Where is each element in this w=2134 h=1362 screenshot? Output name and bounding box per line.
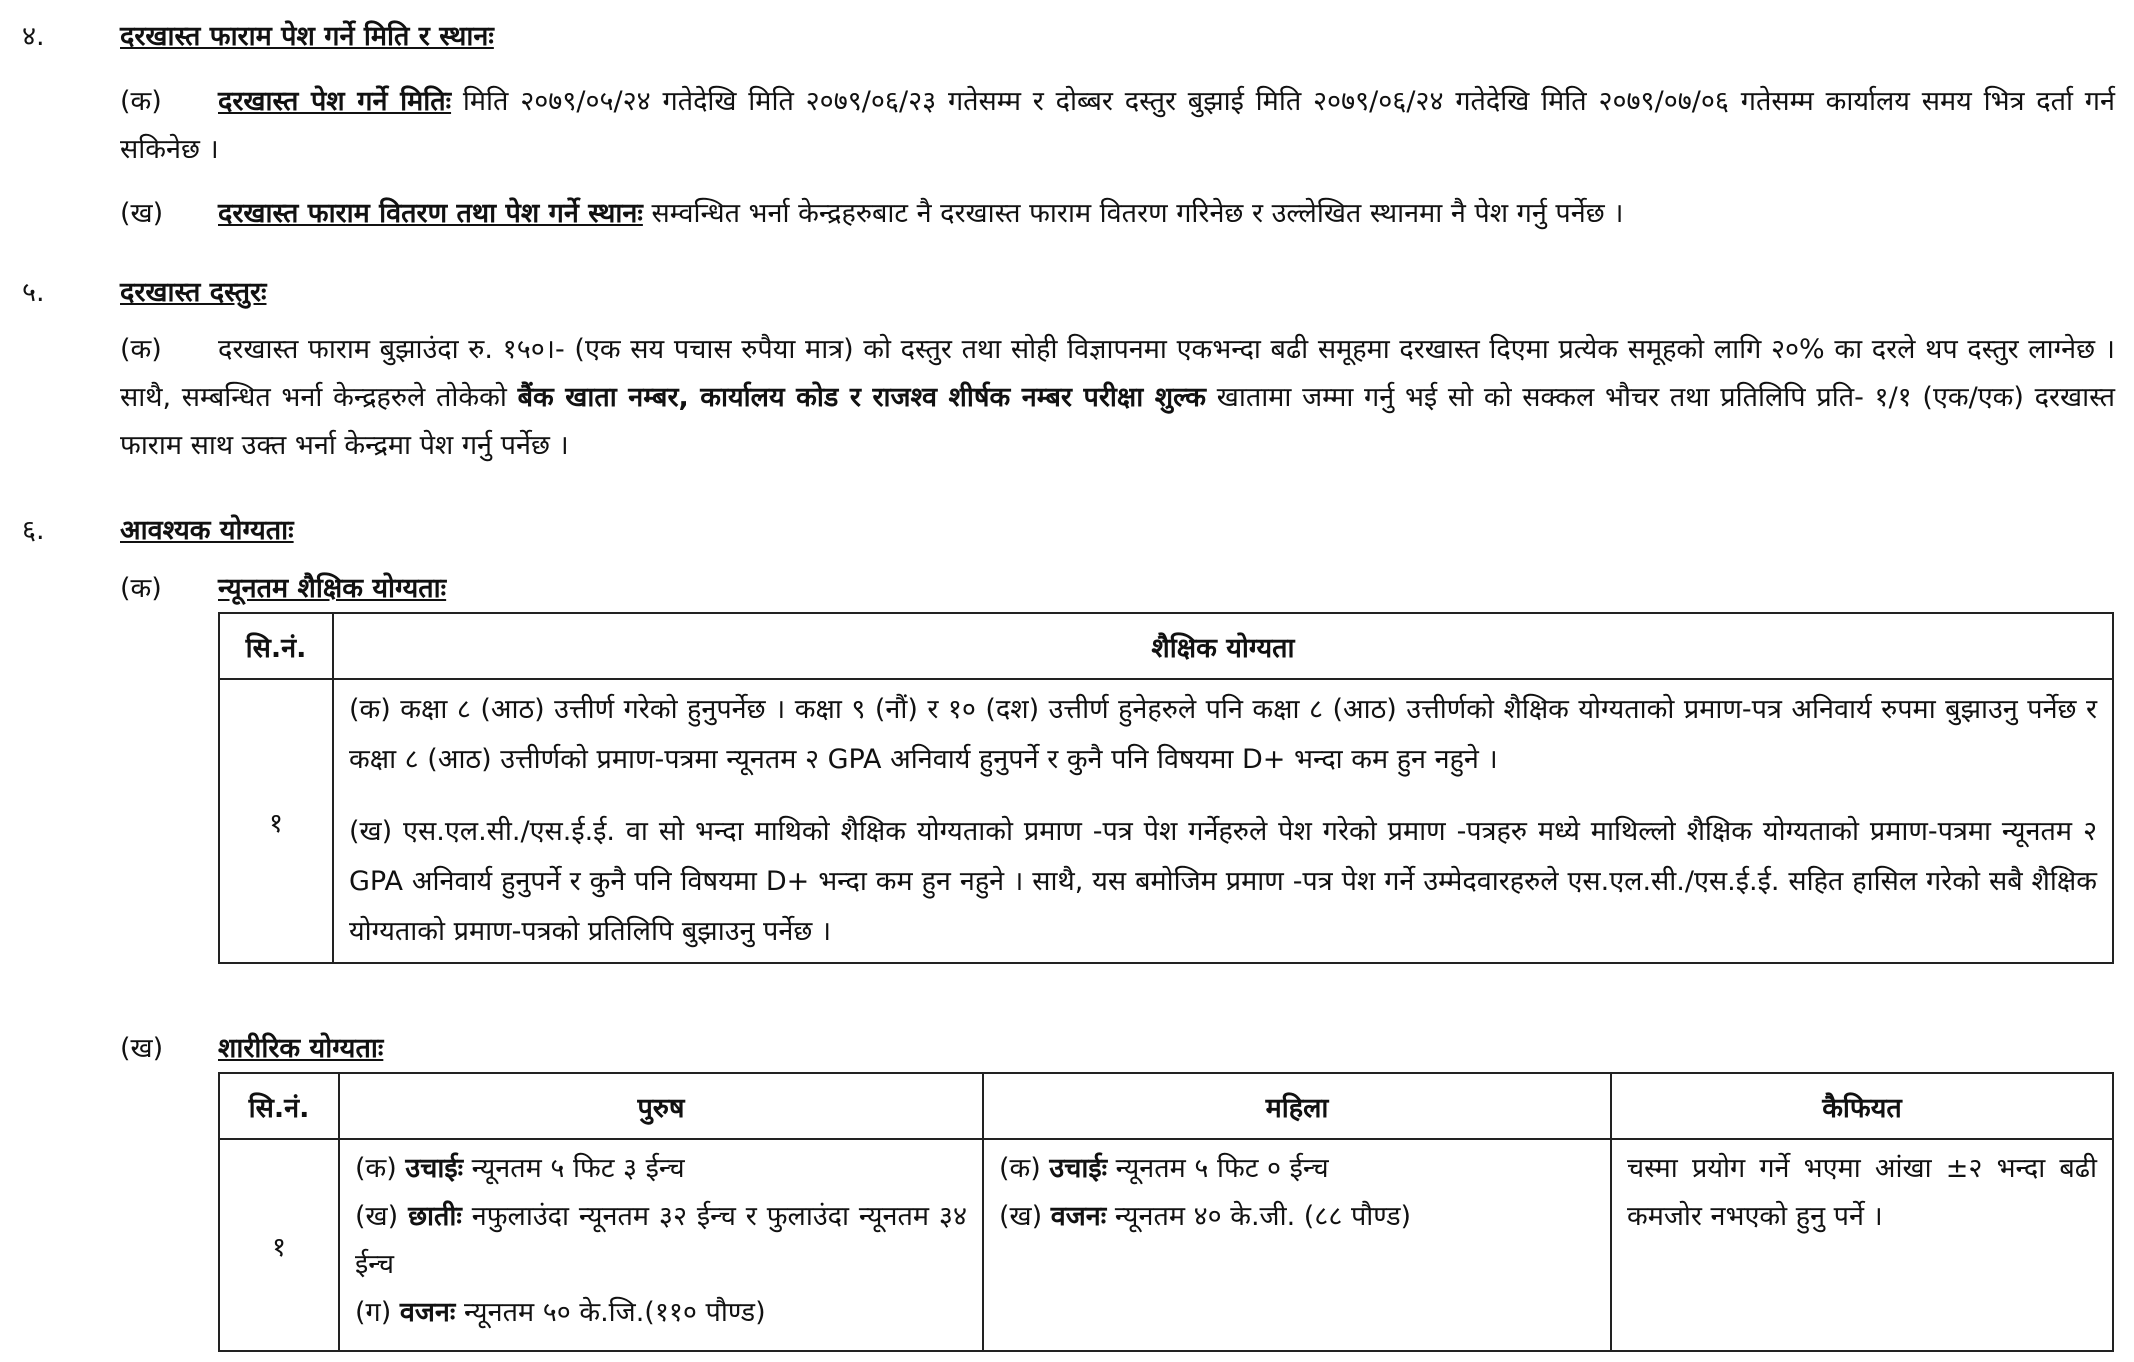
female-height-key: उचाईः — [1049, 1153, 1108, 1184]
section-5-ka-label: (क) — [120, 334, 162, 365]
male-weight-prefix: (ग) — [355, 1297, 392, 1328]
section-4-number: ४. — [22, 21, 45, 52]
section-4-title: दरखास्त फाराम पेश गर्ने मिति र स्थानः — [120, 21, 494, 52]
male-height-key: उचाईः — [405, 1153, 464, 1184]
education-table-row — [219, 679, 2113, 963]
physical-table — [218, 1072, 2114, 1352]
section-4-kha-label: (ख) — [120, 198, 164, 229]
male-height-value: न्यूनतम ५ फिट ३ ईन्च — [471, 1153, 685, 1184]
male-height — [341, 1141, 981, 1341]
female-weight-key: वजनः — [1050, 1201, 1107, 1232]
section-6-ka-label: (क) — [120, 573, 162, 604]
section-6-number: ६. — [22, 515, 45, 546]
section-4-kha-text: सम्वन्धित भर्ना केन्द्रहरुबाट नै दरखास्त फाराम वितरण गरिनेछ र उल्लेखित स्थानमा नै पेश गर्नु पर्नेछ । — [651, 198, 1624, 229]
physical-col-female: महिला — [983, 1073, 1611, 1139]
section-5-title: दरखास्त दस्तुरः — [120, 277, 267, 308]
section-4-ka-text: मिति २०७९/०५/२४ गतेदेखि मिति २०७९/०६/२३ गतेसम्म र दोब्बर दस्तुर बुझाई मिति २०७९/०६/२४ गतेदेखि मिति २०७९/०७/०६ गतेसम्म कार्यालय समय भित्र दर्ता गर्न सकिनेछ । — [120, 86, 2115, 165]
section-4-kha-heading: दरखास्त फाराम वितरण तथा पेश गर्ने स्थानः — [218, 198, 643, 229]
physical-female-cell — [983, 1139, 1611, 1351]
physical-col-serial: सि.नं. — [219, 1073, 339, 1139]
male-chest-prefix: (ख) — [355, 1201, 399, 1232]
female-weight-value: न्यूनतम ४० के.जी. (८८ पौण्ड) — [1114, 1201, 1412, 1232]
section-5-ka-text-2: खातामा जम्मा गर्नु भई सो को सक्कल भौचर तथा प्रतिलिपि प्रति- १/१ (एक/एक) दरखास्त फाराम साथ उक्त भर्ना केन्द्रमा पेश गर्नु पर्नेछ । — [120, 382, 2115, 461]
education-col-qualification: शैक्षिक योग्यता — [333, 613, 2113, 679]
physical-male-cell — [339, 1139, 983, 1351]
female-requirements — [985, 1141, 1609, 1245]
section-4-kha-paragraph — [120, 190, 2115, 238]
education-row-content — [333, 679, 2113, 963]
section-5-ka-bold-text: बैंक खाता नम्बर, कार्यालय कोड र राजश्व शीर्षक नम्बर परीक्षा शुल्क — [517, 382, 1207, 413]
section-4-ka-paragraph — [120, 78, 2115, 174]
section-6-ka-line — [120, 568, 446, 605]
section-6-ka-heading: न्यूनतम शैक्षिक योग्यताः — [218, 573, 447, 604]
section-5-ka-paragraph — [120, 326, 2115, 470]
education-col-serial: सि.नं. — [219, 613, 333, 679]
section-4-ka-label: (क) — [120, 86, 162, 117]
physical-row-number: १ — [219, 1139, 339, 1351]
physical-table-row — [219, 1139, 2113, 1351]
male-height-prefix: (क) — [355, 1153, 397, 1184]
section-6-kha-heading: शारीरिक योग्यताः — [218, 1033, 384, 1064]
physical-table-header-row — [219, 1073, 2113, 1139]
section-5-ka-text-1: दरखास्त फाराम बुझाउंदा रु. १५०।- (एक सय पचास रुपैया मात्र) को दस्तुर तथा सोही विज्ञापनमा एकभन्दा बढी समूहमा दरखास्त दिएमा प्रत्येक समूहको लागि २०% का दरले थप दस्तुर लाग्नेछ । साथै, सम्बन्धित भर्ना केन्द्रहरुले तोकेको — [120, 334, 2115, 413]
education-para-kha: (ख) एस.एल.सी./एस.ई.ई. वा सो भन्दा माथिको शैक्षिक योग्यताको प्रमाण -पत्र पेश गर्नेहरुले पेश गरेको प्रमाण -पत्रहरु मध्ये माथिल्लो शैक्षिक योग्यताको प्रमाण-पत्रमा न्यूनतम २ GPA अनिवार्य हुनुपर्ने र कुनै पनि विषयमा D+ भन्दा कम हुन नहुने । साथै, यस बमोजिम प्रमाण -पत्र पेश गर्ने उम्मेदवारहरुले एस.एल.सी./एस.ई.ई. सहित हासिल गरेको सबै शैक्षिक योग्यताको प्रमाण-पत्रको प्रतिलिपि बुझाउनु पर्नेछ । — [349, 816, 2097, 947]
section-5-number: ५. — [22, 277, 45, 308]
male-chest-key: छातीः — [408, 1201, 462, 1232]
physical-col-male: पुरुष — [339, 1073, 983, 1139]
female-height-prefix: (क) — [999, 1153, 1041, 1184]
female-weight-prefix: (ख) — [999, 1201, 1043, 1232]
female-height-value: न्यूनतम ५ फिट ० ईन्च — [1115, 1153, 1329, 1184]
education-row-number: १ — [219, 679, 333, 963]
physical-remarks-text: चस्मा प्रयोग गर्ने भएमा आंखा ±२ भन्दा बढी कमजोर नभएको हुनु पर्ने । — [1627, 1153, 2097, 1232]
male-chest-value: नफुलाउंदा न्यूनतम ३२ ईन्च र फुलाउंदा न्यूनतम ३४ ईन्च — [355, 1201, 967, 1280]
physical-remarks-cell — [1611, 1139, 2113, 1351]
physical-col-remarks: कैफियत — [1611, 1073, 2113, 1139]
education-table-header-row — [219, 613, 2113, 679]
male-weight-key: वजनः — [399, 1297, 456, 1328]
section-6-kha-label: (ख) — [120, 1033, 164, 1064]
section-6-kha-line — [120, 1028, 383, 1065]
education-table — [218, 612, 2114, 964]
education-para-ka: (क) कक्षा ८ (आठ) उत्तीर्ण गरेको हुनुपर्नेछ । कक्षा ९ (नौं) र १० (दश) उत्तीर्ण हुनेहरुले पनि कक्षा ८ (आठ) उत्तीर्णको शैक्षिक योग्यताको प्रमाण-पत्र अनिवार्य रुपमा बुझाउनु पर्नेछ र कक्षा ८ (आठ) उत्तीर्णको प्रमाण-पत्रमा न्यूनतम २ GPA अनिवार्य हुनुपर्ने र कुनै पनि विषयमा D+ भन्दा कम हुन नहुने । — [349, 694, 2097, 775]
section-6-title: आवश्यक योग्यताः — [120, 515, 294, 546]
section-4-ka-heading: दरखास्त पेश गर्ने मितिः — [218, 86, 452, 117]
male-weight-value: न्यूनतम ५० के.जि.(११० पौण्ड) — [463, 1297, 766, 1328]
